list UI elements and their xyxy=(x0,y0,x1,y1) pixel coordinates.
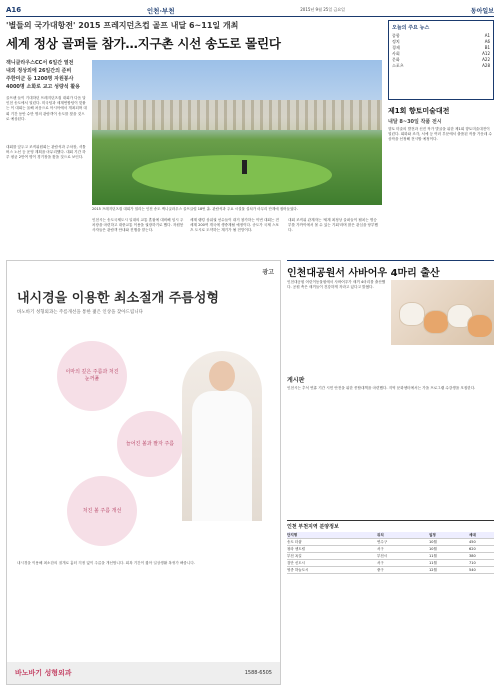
ad-title: 내시경을 이용한 최소절개 주름성형 xyxy=(17,291,219,306)
zoo-body: 인천대공원 어린이동물원에서 사바어우가 새끼 4마리를 출산했다. 공원 측은 새끼들이 건강하게 자라고 있다고 밝혔다. xyxy=(287,280,386,290)
body-column: 대회를 앞두고 조직위원회는 관람석과 주차장, 셔틀버스 노선 등 운영 계획을 마무리했다. 대회 기간 하루 평균 2만여 명이 경기장을 찾을 것으로 보인다. xyxy=(6,145,86,160)
notice-board xyxy=(287,375,494,391)
golfer-figure xyxy=(242,160,247,174)
body-column: 세계 랭킹 상위권 선수들이 대거 참가하는 이번 대회는 전 세계 200여 개국에 생중계될 예정이다. 송도가 국제 스포츠 도시로 도약하는 계기가 될 전망이다. xyxy=(190,218,279,233)
table-title: 인천 부천지역 분양정보 xyxy=(287,524,339,530)
section-title: 인천·부천 xyxy=(146,6,175,15)
lead-body-intro: 골프팬 들이 기대하던 프레지던츠컵 대회가 다음 달 인천 송도에서 열린다. 미국팀과 세계연합팀이 맞붙는 이 대회는 올해 처음으로 아시아에서 개최되며 대회 기간 동안 수만 명의 관람객이 송도를 찾을 것으로 예상된다. xyxy=(6,96,87,121)
photo-caption: 2015 프레지던츠컵 대회가 열리는 인천 송도 잭니클라우스 골프클럽 18번 홀. 관람석과 주요 시설물 설치가 마무리 단계에 접어들었다. xyxy=(92,207,298,211)
notice-body: 인천시는 추석 연휴 기간 시민 안전을 위한 종합대책을 마련했다. 지역 문화센터에서는 가을 프로그램 수강생을 모집한다. xyxy=(287,386,476,390)
kittens-photo xyxy=(391,280,494,345)
ad-note: 내시경을 이용해 최소한의 절개로 흉터 걱정 없이 주름을 개선합니다. 회복 기간이 짧아 일상생활 복귀가 빠릅니다. xyxy=(17,561,195,565)
clinic-advertisement xyxy=(6,260,281,685)
toc-title: 오늘의 주요 뉴스 xyxy=(392,25,430,31)
clinic-name: 바노바기 성형외과 xyxy=(15,669,72,677)
lead-headline: 세계 정상 골퍼들 참가…지구촌 시선 송도로 몰린다 xyxy=(6,36,281,51)
clinic-phone[interactable]: 1588-6505 xyxy=(244,670,272,676)
ad-bubble: 처진 볼 주름 개선 xyxy=(67,476,137,546)
golf-course-photo xyxy=(92,60,382,205)
sidebar-headline: 제1회 향토미술대전 xyxy=(388,107,450,115)
table-row: 송도 더샵 연수구 10월 450 xyxy=(287,539,494,546)
zoo-story xyxy=(287,260,494,572)
toc-box xyxy=(388,20,494,100)
page-number: A16 xyxy=(6,6,22,14)
table-row: 영종 하늘도시 중구 12월 540 xyxy=(287,567,494,574)
issue-info: 2015년 9월 25일 금요일 xyxy=(300,7,346,12)
ad-label: 광고 xyxy=(262,269,274,276)
ad-subtitle: 바노바기 성형외과는 주름개선을 통한 젊은 인상을 찾아드립니다 xyxy=(17,310,143,315)
lead-subheads xyxy=(6,60,88,122)
toc-row[interactable]: 사회 A12 xyxy=(392,51,490,56)
body-column: 대회 조직위 관계자는 '세계 최정상 골퍼들이 펼치는 명승부를 가까이에서 볼 수 있는 기회'라며 많은 관심을 당부했다. xyxy=(288,218,378,233)
newspaper-logo: 동아일보 xyxy=(470,7,494,15)
toc-row[interactable]: 정치 A6 xyxy=(392,39,490,44)
ad-bubble: 이마의 깊은 주름과 처진 눈꺼풀 xyxy=(57,341,127,411)
ad-footer xyxy=(7,662,280,684)
table-row: 검단 신도시 서구 11월 710 xyxy=(287,560,494,567)
listing-table xyxy=(287,520,494,574)
table-row: 부천 옥길 부천시 11월 380 xyxy=(287,553,494,560)
lead-kicker: '별들의 국가대항전' 2015 프레지던츠컵 골프 내달 6~11일 개최 xyxy=(6,21,239,30)
table-row: 청라 센트럴 서구 10월 620 xyxy=(287,546,494,553)
body-column: 인천시는 송도국제도시 일대의 교통 혼잡에 대비해 임시 주차장을 마련하고 대중교통 이용을 권장하기로 했다. 자원봉사자들은 관람객 안내와 진행을 맡는다. xyxy=(92,218,184,233)
doctor-photo xyxy=(182,351,262,521)
sidebar-subhead: 내달 8~30일 작품 전시 xyxy=(388,119,442,125)
subhead: 내외 정상외에 26일간의 준비 xyxy=(6,68,72,74)
sidebar-body: 향토 미술의 발전과 신진 작가 발굴을 위한 제1회 향토미술대전이 열린다. 회화와 조각, 서예 등 여러 부문에서 출품된 작품 가운데 수상작을 선정해 전시할 예정이다. xyxy=(388,127,492,142)
subhead: 잭니클라우스CC서 6일간 열전 xyxy=(6,60,74,66)
ad-bubble: 늘어진 볼과 팔자 주름 xyxy=(117,411,183,477)
subhead: 4000명 소화로 교고 성량석 활용 xyxy=(6,84,81,90)
grandstand xyxy=(92,100,382,130)
subhead: 주한미군 등 1200명 자원봉사 xyxy=(6,76,74,82)
toc-row[interactable]: 문화 A22 xyxy=(392,57,490,62)
toc-row[interactable]: 종합 A1 xyxy=(392,33,490,38)
zoo-headline: 인천대공원서 사바어우 4마리 출산 xyxy=(287,260,494,279)
page-header xyxy=(6,4,494,17)
notice-title: 게시판 xyxy=(287,377,305,384)
toc-row[interactable]: 경제 B1 xyxy=(392,45,490,50)
putting-green xyxy=(132,155,332,195)
lead-story xyxy=(6,20,386,52)
sidebar xyxy=(388,20,494,143)
table-header: 단지명 위치 일정 세대 xyxy=(287,532,494,539)
toc-row[interactable]: 스포츠 A28 xyxy=(392,63,490,68)
